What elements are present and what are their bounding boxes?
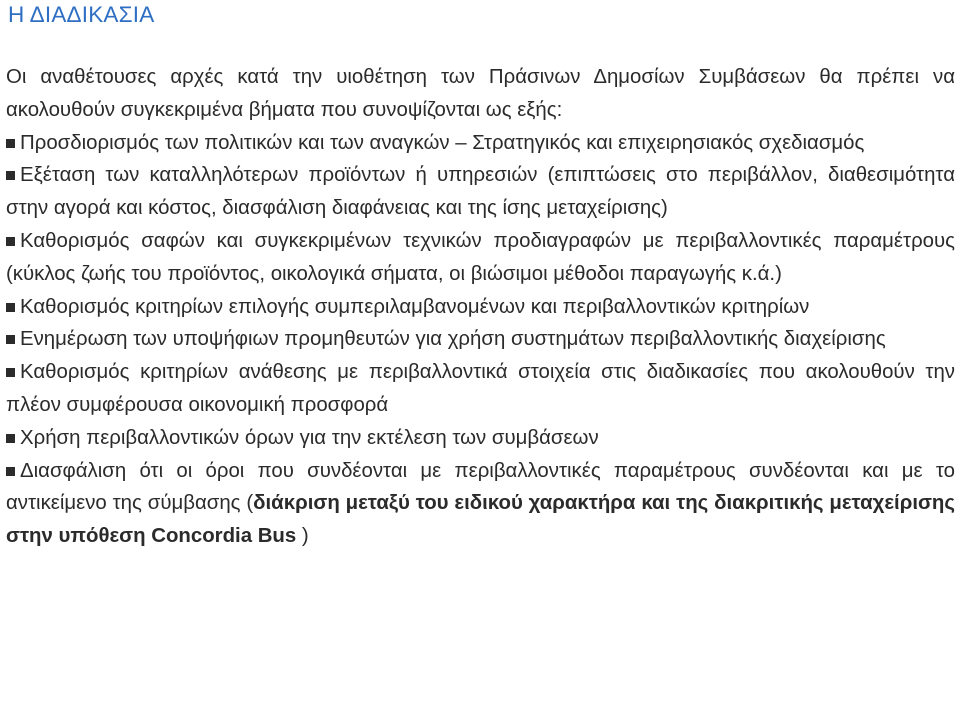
bullet-item-6	[6, 356, 955, 422]
square-bullet-icon	[6, 171, 15, 180]
intro-paragraph: Οι αναθέτουσες αρχές κατά την υιοθέτηση των Πράσινων Δημοσίων Συμβάσεων θα πρέπει να ακολουθούν συγκεκριμένα βήματα που συνοψίζονται ως εξής:	[6, 66, 955, 121]
bullet-text: Καθορισμός κριτηρίων επιλογής συμπεριλαμβανομένων και περιβαλλοντικών κριτηρίων	[20, 295, 810, 318]
bullet-item-4	[6, 291, 955, 324]
bullet-item-2	[6, 159, 955, 225]
bullet-text: Καθορισμός κριτηρίων ανάθεσης με περιβαλλοντικά στοιχεία στις διαδικασίες που ακολουθούν την πλέον συμφέρουσα οικονομική προσφορά	[6, 361, 955, 416]
bullet-text: Καθορισμός σαφών και συγκεκριμένων τεχνικών προδιαγραφών με περιβαλλοντικές παραμέτρους (κύκλος ζωής του προϊόντος, οικολογικά σήματα, οι βιώσιμοι μέθοδοι παραγωγής κ.ά.)	[6, 229, 955, 285]
square-bullet-icon	[6, 467, 15, 476]
bullet-text: Προσδιορισμός των πολιτικών και των αναγκών – Στρατηγικός και επιχειρησιακός σχεδιασμός	[20, 131, 865, 154]
slide-title: Η ΔΙΑΔΙΚΑΣΙΑ	[8, 2, 155, 27]
square-bullet-icon	[6, 139, 15, 148]
bullet-text: Χρήση περιβαλλοντικών όρων για την εκτέλεση των συμβάσεων	[20, 426, 599, 449]
square-bullet-icon	[6, 434, 15, 443]
bullet-bold-text: διάκριση μεταξύ του ειδικού χαρακτήρα και της διακριτικής μεταχείρισης στην υπόθεση Concordia Bus	[6, 492, 955, 548]
square-bullet-icon	[6, 303, 15, 312]
bullet-item-8	[6, 455, 955, 553]
square-bullet-icon	[6, 335, 15, 344]
bullet-item-3	[6, 225, 955, 291]
bullet-text: Εξέταση των καταλληλότερων προϊόντων ή υπηρεσιών (επιπτώσεις στο περιβάλλον, διαθεσιμότητα στην αγορά και κόστος, διασφάλιση διαφάνειας και της ίσης μεταχείρισης)	[6, 164, 955, 220]
square-bullet-icon	[6, 368, 15, 377]
bullet-text: Διασφάλιση ότι οι όροι που συνδέονται με περιβαλλοντικές παραμέτρους συνδέονται και με το αντικείμενο της σύμβασης (	[6, 459, 955, 515]
slide-content	[6, 61, 955, 553]
bullet-tail-text: )	[296, 525, 309, 548]
square-bullet-icon	[6, 237, 15, 246]
bullet-item-7	[6, 422, 955, 455]
bullet-item-1	[6, 127, 955, 160]
bullet-item-5	[6, 323, 955, 356]
bullet-text: Ενημέρωση των υποψήφιων προμηθευτών για χρήση συστημάτων περιβαλλοντικής διαχείρισης	[20, 328, 886, 351]
